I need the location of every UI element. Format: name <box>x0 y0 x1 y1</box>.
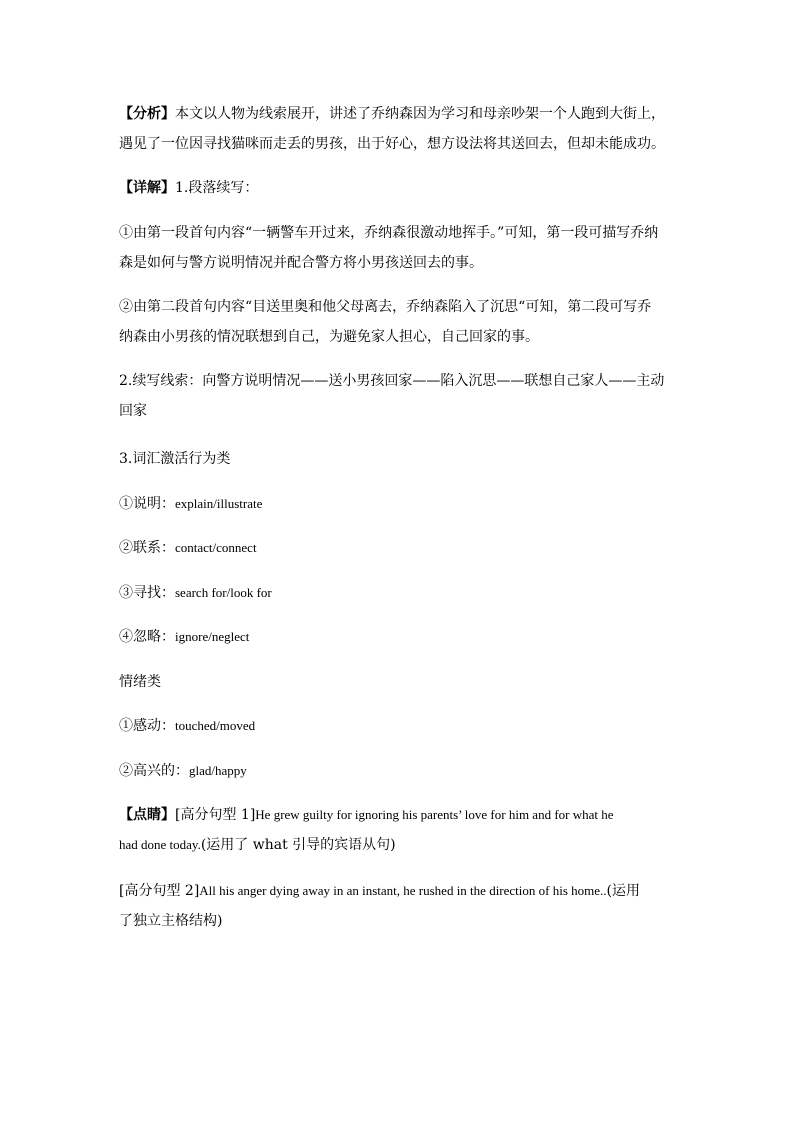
detail-heading: 1.段落续写： <box>175 180 259 196</box>
detail-paragraph <box>119 173 679 203</box>
vocab-item <box>119 622 679 652</box>
emotion-item-prefix: ②高兴的： <box>119 763 189 779</box>
detail-label: 【详解】 <box>119 180 175 196</box>
highlight-label: 【点睛】 <box>119 807 175 823</box>
clue-line2: 回家 <box>119 403 147 419</box>
highlight-tag2: [高分句型 2] <box>119 883 200 899</box>
emotion-item-prefix: ①感动： <box>119 718 175 734</box>
analysis-text-line2: 遇见了一位因寻找猫咪而走丢的男孩，出于好心，想方设法将其送回去，但却未能成功。 <box>119 136 665 152</box>
point1-line1: ①由第一段首句内容“一辆警车开过来，乔纳森很激动地挥手。”可知，第一段可描写乔纳 <box>119 225 659 241</box>
point1-line2: 森是如何与警方说明情况并配合警方将小男孩送回去的事。 <box>119 255 483 271</box>
vocab-item-prefix: ④忽略： <box>119 629 175 645</box>
emotion-item <box>119 711 679 741</box>
vocab-item-prefix: ②联系： <box>119 540 175 556</box>
emotion-item-words: touched/moved <box>175 718 256 733</box>
highlight-sentence1-cont: had done today. <box>119 837 201 852</box>
point1-paragraph <box>119 218 679 278</box>
highlight-sentence1: He grew guilty for ignoring his parents’ love for him and for what he <box>255 807 614 822</box>
highlight-paragraph-2 <box>119 876 689 936</box>
emotion-item-words: glad/happy <box>189 763 247 778</box>
clue-paragraph <box>119 366 679 426</box>
analysis-paragraph <box>119 99 679 159</box>
vocab-item-words: ignore/neglect <box>175 629 250 644</box>
point2-line1: ②由第二段首句内容“目送里奥和他父母离去，乔纳森陷入了沉思“可知，第二段可写乔 <box>119 299 652 315</box>
vocab-item-words: explain/illustrate <box>175 496 263 511</box>
highlight-sentence2: All his anger dying away in an instant, he rushed in the direction of his home.. <box>199 883 607 898</box>
analysis-text-line1: 本文以人物为线索展开，讲述了乔纳森因为学习和母亲吵架一个人跑到大街上， <box>175 106 665 122</box>
emotion-item <box>119 756 679 786</box>
emotion-heading: 情绪类 <box>119 674 161 690</box>
vocab-heading: 3.词汇激活行为类 <box>119 451 231 467</box>
highlight-note1: (运用了 what 引导的宾语从句) <box>200 837 396 853</box>
vocab-item-prefix: ①说明： <box>119 496 175 512</box>
highlight-note2-end: 了独立主格结构) <box>119 913 223 929</box>
highlight-paragraph-1 <box>119 800 689 860</box>
clue-line1: 2.续写线索：向警方说明情况——送小男孩回家——陷入沉思——联想自己家人——主动 <box>119 373 665 389</box>
analysis-label: 【分析】 <box>119 106 175 122</box>
vocab-item-words: contact/connect <box>175 540 257 555</box>
highlight-tag1: [高分句型 1] <box>175 807 256 823</box>
point2-paragraph <box>119 292 679 352</box>
highlight-note2-start: (运用 <box>606 883 640 899</box>
vocab-item <box>119 533 679 563</box>
point2-line2: 纳森由小男孩的情况联想到自己，为避免家人担心，自己回家的事。 <box>119 329 539 345</box>
vocab-item <box>119 578 679 608</box>
vocab-item <box>119 489 679 519</box>
vocab-item-prefix: ③寻找： <box>119 585 175 601</box>
vocab-item-words: search for/look for <box>175 585 272 600</box>
